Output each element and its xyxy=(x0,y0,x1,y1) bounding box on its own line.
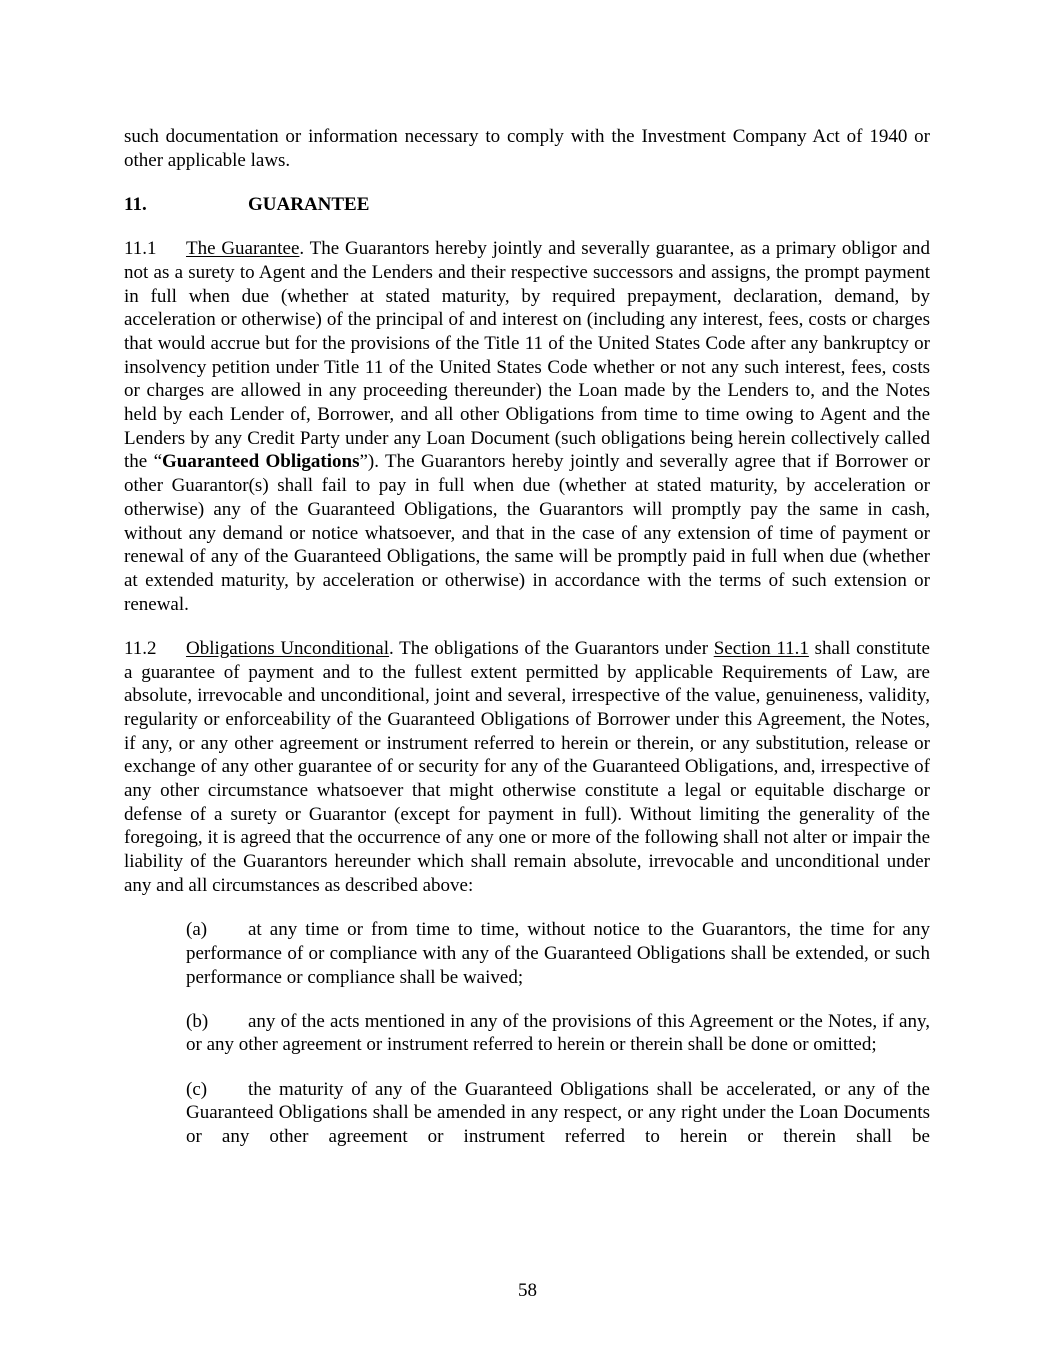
section-title: GUARANTEE xyxy=(248,193,370,215)
clause-text: . The Guarantors hereby jointly and severally guarantee, as a primary obligor and not as a surety to Agent and the Lenders and their respective successors and assigns, the prompt payment in full when due (whether at stated maturity, by required prepayment, declaration, demand, by acceleration or otherwise) of the principal of and interest on (including any interest, fees, costs or charges that would accrue but for the provisions of the Title 11 of the United States Code after any bankruptcy or insolvency petition under Title 11 of the United States Code whether or not any such interest, fees, costs or charges are allowed in any proceeding thereunder) the Loan made by the Lenders to, and the Notes held by each Lender of, Borrower, and all other Obligations from time to time owing to Agent and the Lenders by any Credit Party under any Loan Document (such obligations being herein collectively called the “ xyxy=(124,238,930,473)
clause-title: Obligations Unconditional xyxy=(186,637,390,659)
clause-11-1 xyxy=(124,237,930,616)
subclause-label: (a) xyxy=(186,919,208,941)
document-page xyxy=(124,125,930,1169)
clause-11-2 xyxy=(124,637,930,898)
defined-term: Guaranteed Obligations xyxy=(162,451,360,473)
section-cross-reference[interactable]: Section 11.1 xyxy=(713,637,809,659)
subclause-text: any of the acts mentioned in any of the provisions of this Agreement or the Notes, if any, or any other agreement or instrument referred to herein or therein shall be done or omitted; xyxy=(186,1010,930,1056)
intro-paragraph: such documentation or information necessary to comply with the Investment Company Act of 1940 or other applicable laws. xyxy=(124,126,930,171)
subclause-label: (c) xyxy=(186,1078,208,1100)
subclause-text: the maturity of any of the Guaranteed Obligations shall be accelerated, or any of the Guaranteed Obligations shall be amended in any respect, or any right under the Loan Documents or any other agreement or instrument referred to herein or therein shall be xyxy=(186,1078,930,1148)
clause-title: The Guarantee xyxy=(186,238,300,260)
subclause-a xyxy=(186,918,930,989)
page-number: 58 xyxy=(518,1280,537,1301)
section-number: 11. xyxy=(124,193,147,215)
section-heading xyxy=(124,193,930,217)
clause-number: 11.2 xyxy=(124,637,157,659)
subclause-label: (b) xyxy=(186,1010,209,1032)
subclause-c xyxy=(186,1078,930,1149)
clause-text-cont: shall constitute a guarantee of payment and to the fullest extent permitted by applicable Requirements of Law, are absolute, irrevocable and unconditional, joint and several, irrespective of the value, genuineness, validity, regularity or enforceability of the Guaranteed Obligations of Borrower under this Agreement, the Notes, if any, or any other agreement or instrument referred to herein or therein, or any substitution, release or exchange of any other guarantee of or security for any of the Guaranteed Obligations, and, irrespective of any other circumstance whatsoever that might otherwise constitute a legal or equitable discharge or defense of a surety or Guarantor (except for payment in full). Without limiting the generality of the foregoing, it is agreed that the occurrence of any one or more of the following shall not alter or impair the liability of the Guarantors hereunder which shall remain absolute, irrevocable and unconditional under any and all circumstances as described above: xyxy=(124,637,930,896)
clause-text-cont: ”). The Guarantors hereby jointly and severally agree that if Borrower or other Guarantor(s) shall fail to pay in full when due (whether at stated maturity, by acceleration or otherwise) any of the Guaranteed Obligations, the Guarantors will promptly pay the same in cash, without any demand or notice whatsoever, and that in the case of any extension of time of payment or renewal of any of the Guaranteed Obligations, the same will be promptly paid in full when due (whether at extended maturity, by acceleration or otherwise) in accordance with the terms of such extension or renewal. xyxy=(124,451,930,615)
subclause-b xyxy=(186,1010,930,1057)
clause-text: . The obligations of the Guarantors under xyxy=(389,637,714,659)
subclause-text: at any time or from time to time, without notice to the Guarantors, the time for any performance of or compliance with any of the Guaranteed Obligations shall be extended, or such performance or compliance shall be waived; xyxy=(186,919,930,988)
clause-number: 11.1 xyxy=(124,238,157,260)
